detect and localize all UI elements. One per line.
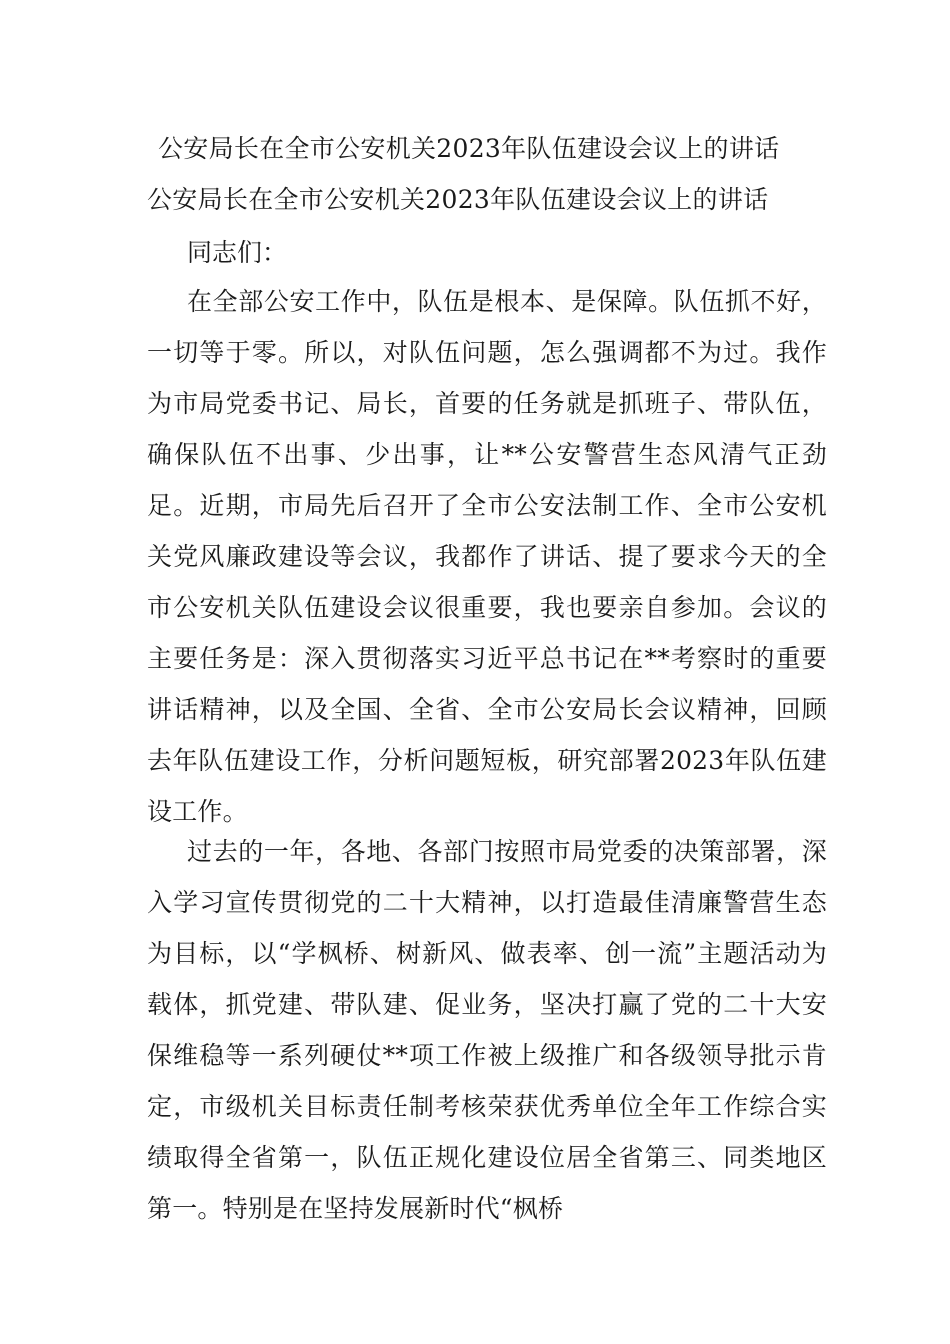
body-paragraph: 过去的一年，各地、各部门按照市局党委的决策部署，深入学习宣传贯彻党的二十大精神，以打造最佳清廉警营生态为目标，以“学枫桥、树新风、做表率、创一流”主题活动为载体，抓党建、带队建、促业务，坚决打赢了党的二十大安保维稳等一系列硬仗**项工作被上级推广和各级领导批示肯定，市级机关目标责任制考核荣获优秀单位全年工作综合实绩取得全省第一，队伍正规化建设位居全省第三、同类地区第一。特别是在坚持发展新时代“枫桥	[147, 837, 827, 1223]
body-paragraph: 在全部公安工作中，队伍是根本、是保障。队伍抓不好，一切等于零。所以，对队伍问题，怎么强调都不为过。我作为市局党委书记、局长，首要的任务就是抓班子、带队伍，确保队伍不出事、少出事，让**公安警营生态风清气正劲足。近期，市局先后召开了全市公安法制工作、全市公安机关党风廉政建设等会议，我都作了讲话、提了要求今天的全市公安机关队伍建设会议很重要，我也要亲自参加。会议的主要任务是：深入贯彻落实习近平总书记在**考察时的重要讲话精神，以及全国、全省、全市公安局长会议精神，回顾去年队伍建设工作，分析问题短板，研究部署2023年队伍建设工作。	[147, 287, 827, 826]
salutation: 同志们：	[187, 238, 288, 267]
document-subtitle: 公安局长在全市公安机关2023年队伍建设会议上的讲话	[147, 185, 769, 214]
document-title: 公安局长在全市公安机关2023年队伍建设会议上的讲话	[158, 134, 780, 163]
